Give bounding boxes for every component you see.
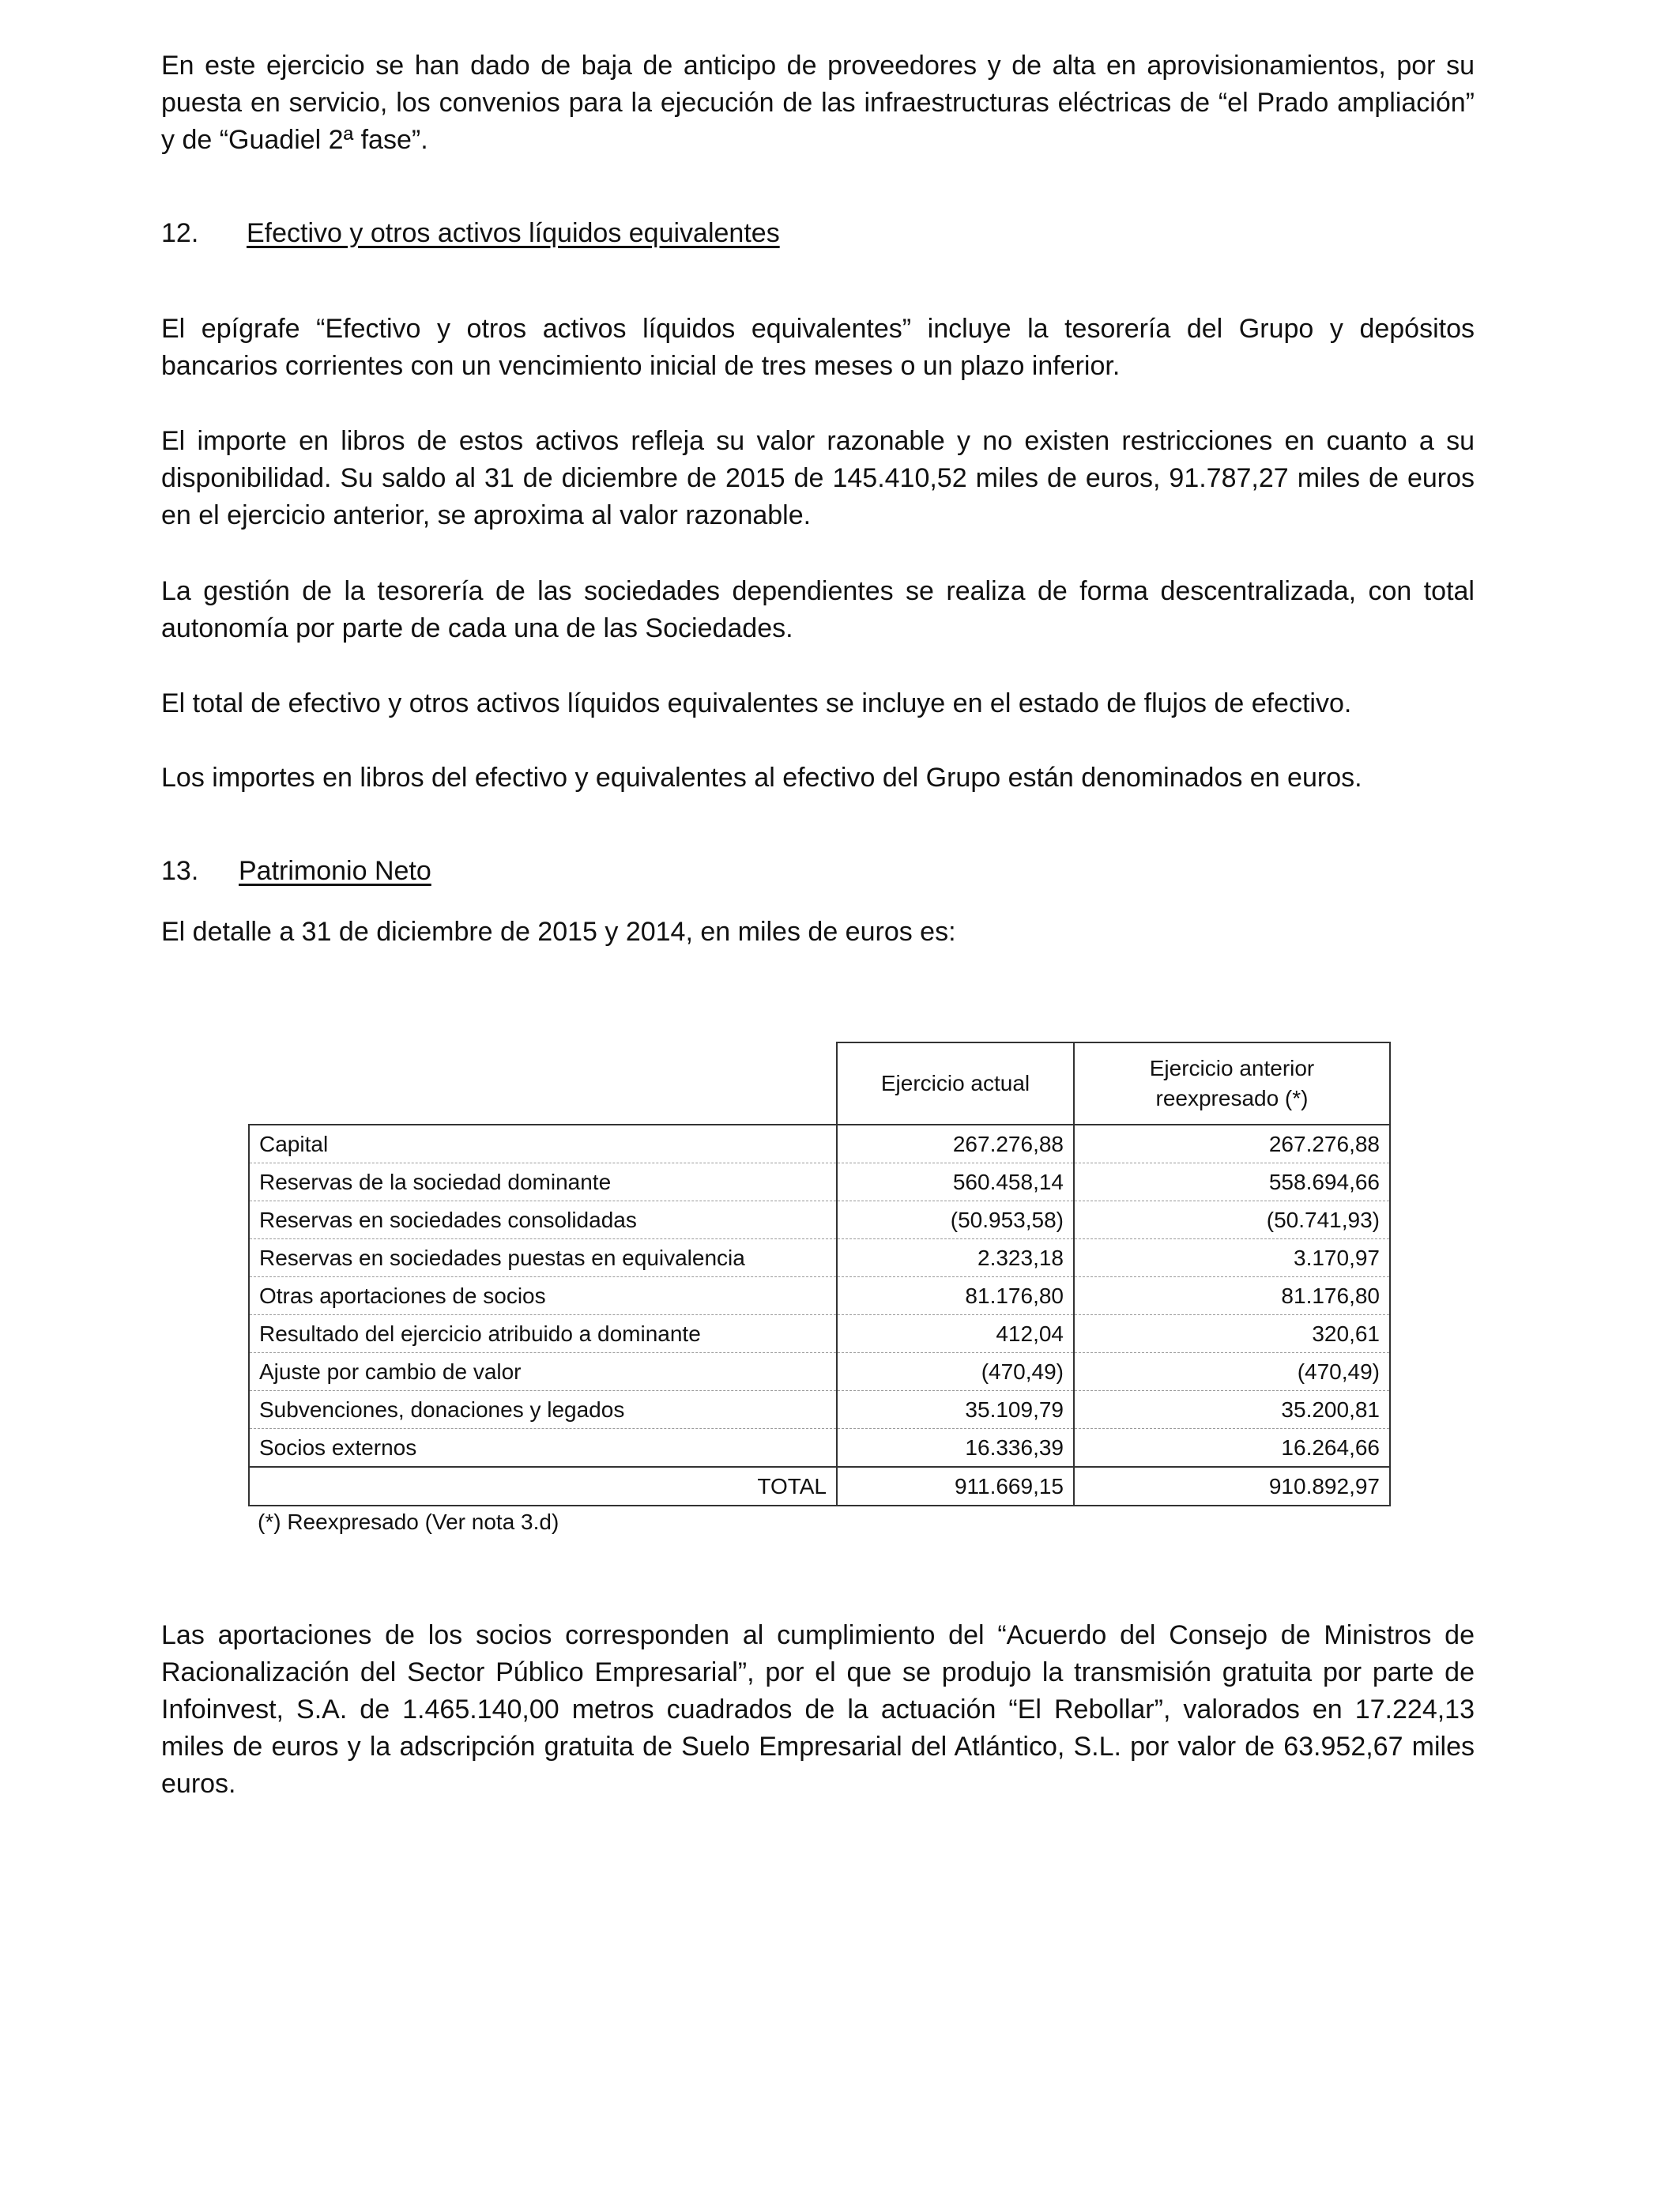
- table-row: [249, 1315, 1390, 1353]
- row-value-anterior: 3.170,97: [1074, 1239, 1390, 1277]
- paragraph-total-efectivo: El total de efectivo y otros activos líquidos equivalentes se incluye en el estado de flujos de efectivo.: [161, 688, 1352, 718]
- paragraph-importes-euros: Los importes en libros del efectivo y equivalentes al efectivo del Grupo están denominados en euros.: [161, 763, 1362, 793]
- section-number: 12.: [161, 218, 199, 248]
- total-value-anterior: 910.892,97: [1074, 1467, 1390, 1506]
- row-label: Ajuste por cambio de valor: [249, 1353, 837, 1391]
- paragraph-importe-libros: El importe en libros de estos activos refleja su valor razonable y no existen restricciones en cuanto a su disponibilidad. Su saldo al 31 de diciembre de 2015 de 145.410,52 miles de euros, 91.787,27 miles de euros en el ejercicio anterior, se aproxima al valor razonable.: [161, 426, 1475, 530]
- row-label: Reservas de la sociedad dominante: [249, 1163, 837, 1201]
- row-value-actual: 560.458,14: [837, 1163, 1074, 1201]
- table-total-row: [249, 1467, 1390, 1506]
- header-ejercicio-actual: Ejercicio actual: [837, 1042, 1074, 1125]
- paragraph-epigrafe-efectivo: El epígrafe “Efectivo y otros activos líquidos equivalentes” incluye la tesorería del Grupo y depósitos bancarios corrientes con un vencimiento inicial de tres meses o un plazo inferior.: [161, 314, 1475, 381]
- header-blank-cell: [249, 1042, 837, 1125]
- table-row: [249, 1429, 1390, 1468]
- row-value-actual: 81.176,80: [837, 1277, 1074, 1315]
- row-value-anterior: 16.264,66: [1074, 1429, 1390, 1468]
- row-value-actual: 412,04: [837, 1315, 1074, 1353]
- total-value-actual: 911.669,15: [837, 1467, 1074, 1506]
- row-value-anterior: 35.200,81: [1074, 1391, 1390, 1429]
- section-heading-13: [161, 853, 431, 890]
- row-label: Reservas en sociedades consolidadas: [249, 1201, 837, 1239]
- table-row: [249, 1277, 1390, 1315]
- row-label: Resultado del ejercicio atribuido a dominante: [249, 1315, 837, 1353]
- table-row: [249, 1125, 1390, 1163]
- row-label: Socios externos: [249, 1429, 837, 1468]
- patrimonio-neto-table: [248, 1042, 1391, 1506]
- paragraph-gestion-tesoreria: La gestión de la tesorería de las sociedades dependientes se realiza de forma descentralizada, con total autonomía por parte de cada una de las Sociedades.: [161, 576, 1475, 643]
- row-value-actual: 35.109,79: [837, 1391, 1074, 1429]
- row-value-anterior: (50.741,93): [1074, 1201, 1390, 1239]
- header-anterior-line2: reexpresado (*): [1155, 1086, 1309, 1110]
- row-label: Subvenciones, donaciones y legados: [249, 1391, 837, 1429]
- table-row: [249, 1201, 1390, 1239]
- row-value-anterior: 81.176,80: [1074, 1277, 1390, 1315]
- row-value-actual: (470,49): [837, 1353, 1074, 1391]
- row-value-anterior: (470,49): [1074, 1353, 1390, 1391]
- table-row: [249, 1239, 1390, 1277]
- paragraph-detalle: El detalle a 31 de diciembre de 2015 y 2014, en miles de euros es:: [161, 917, 956, 947]
- table-row: [249, 1163, 1390, 1201]
- row-value-anterior: 320,61: [1074, 1315, 1390, 1353]
- table-row: [249, 1353, 1390, 1391]
- paragraph-aportaciones-socios: Las aportaciones de los socios corresponden al cumplimiento del “Acuerdo del Consejo de Ministros de Racionalización del Sector Público Empresarial”, por el que se produjo la transmisión gratuita por parte de Infoinvest, S.A. de 1.465.140,00 metros cuadrados de la actuación “El Rebollar”, valorados en 17.224,13 miles de euros y la adscripción gratuita de Suelo Empresarial del Atlántico, S.L. por valor de 63.952,67 miles euros.: [161, 1620, 1475, 1799]
- table-footnote: (*) Reexpresado (Ver nota 3.d): [258, 1510, 559, 1534]
- row-value-anterior: 558.694,66: [1074, 1163, 1390, 1201]
- row-label: Capital: [249, 1125, 837, 1163]
- row-value-anterior: 267.276,88: [1074, 1125, 1390, 1163]
- row-value-actual: (50.953,58): [837, 1201, 1074, 1239]
- row-value-actual: 267.276,88: [837, 1125, 1074, 1163]
- section-number: 13.: [161, 856, 199, 886]
- header-ejercicio-anterior: [1074, 1042, 1390, 1125]
- row-label: Otras aportaciones de socios: [249, 1277, 837, 1315]
- section-heading-12: [161, 215, 780, 252]
- section-title: Patrimonio Neto: [239, 856, 431, 886]
- section-title: Efectivo y otros activos líquidos equivalentes: [247, 218, 780, 248]
- header-anterior-line1: Ejercicio anterior: [1149, 1056, 1315, 1080]
- paragraph-anticipo-proveedores: En este ejercicio se han dado de baja de anticipo de proveedores y de alta en aprovisionamientos, por su puesta en servicio, los convenios para la ejecución de las infraestructuras eléctricas de “el Prado ampliación” y de “Guadiel 2ª fase”.: [161, 51, 1475, 155]
- row-value-actual: 16.336,39: [837, 1429, 1074, 1468]
- row-label: Reservas en sociedades puestas en equivalencia: [249, 1239, 837, 1277]
- table-row: [249, 1391, 1390, 1429]
- total-label: TOTAL: [249, 1467, 837, 1506]
- row-value-actual: 2.323,18: [837, 1239, 1074, 1277]
- table-header-row: [249, 1042, 1390, 1125]
